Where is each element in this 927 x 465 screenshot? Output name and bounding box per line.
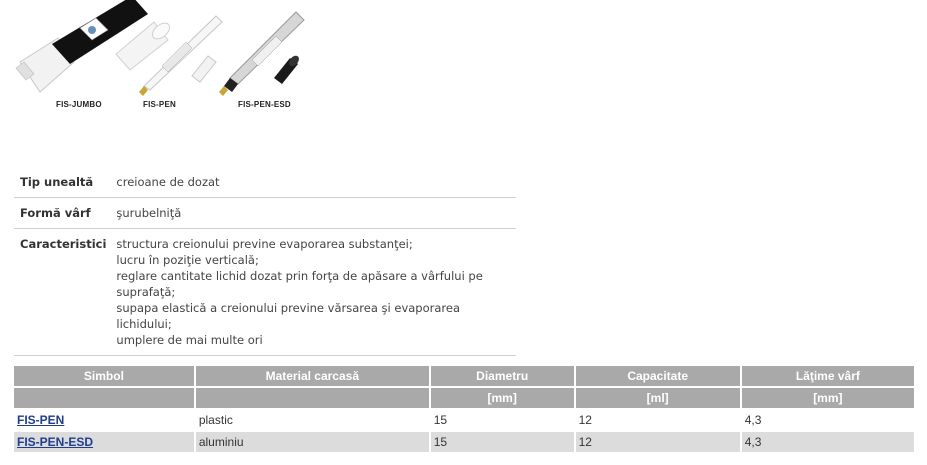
property-value — [112, 229, 516, 356]
cell-diameter: 15 — [431, 410, 574, 432]
fis-pen-cap — [192, 56, 216, 82]
property-value-line: reglare cantitate lichid dozat prin forţa de apăsare a vârfului pe suprafaţă; — [116, 269, 483, 299]
property-label: Formă vârf — [14, 198, 112, 229]
cell-symbol — [14, 432, 194, 454]
unit-capacity: [ml] — [576, 388, 740, 410]
properties-table — [14, 167, 516, 356]
cell-capacity: 12 — [576, 432, 740, 454]
caption-fis-pen-esd: FIS-PEN-ESD — [238, 100, 291, 109]
property-row-tool-type — [14, 167, 516, 198]
product-link-fis-pen-esd[interactable]: FIS-PEN-ESD — [17, 435, 94, 449]
property-value-line: şurubelniţă — [116, 206, 182, 220]
fis-pen-esd-cap — [274, 54, 301, 84]
table-row — [14, 410, 914, 432]
property-value-line: lucru în poziţie verticală; — [116, 253, 259, 267]
column-header-capacity[interactable]: Capacitate — [576, 366, 740, 388]
product-link-fis-pen[interactable]: FIS-PEN — [17, 413, 65, 427]
property-value-line: supapa elastică a creionului previne vărsarea şi evaporarea lichidului; — [116, 301, 461, 331]
property-label: Caracteristici — [14, 229, 112, 356]
fis-pen-esd — [219, 12, 304, 96]
cell-tip-width: 4,3 — [742, 410, 914, 432]
dosing-pens-illustration — [12, 0, 308, 100]
column-header-diameter[interactable]: Diametru — [431, 366, 574, 388]
property-value-line: creioane de dozat — [116, 175, 220, 189]
cell-symbol — [14, 410, 194, 432]
cell-capacity: 12 — [576, 410, 740, 432]
unit-material — [196, 388, 429, 410]
property-label: Tip unealtă — [14, 167, 112, 198]
property-value-line: structura creionului previne evaporarea substanţei; — [116, 237, 413, 251]
cell-material: aluminiu — [196, 432, 429, 454]
variants-table — [12, 366, 916, 454]
property-row-tip-shape — [14, 198, 516, 229]
variants-header-row — [14, 366, 914, 388]
variants-units-row — [14, 388, 914, 410]
cell-diameter: 15 — [431, 432, 574, 454]
product-image — [12, 0, 308, 118]
property-value-line: umplere de mai multe ori — [116, 333, 263, 347]
table-row — [14, 432, 914, 454]
cell-tip-width: 4,3 — [742, 432, 914, 454]
unit-diameter: [mm] — [431, 388, 574, 410]
caption-fis-pen: FIS-PEN — [143, 100, 176, 109]
cell-material: plastic — [196, 410, 429, 432]
unit-symbol — [14, 388, 194, 410]
property-value — [112, 198, 516, 229]
caption-fis-jumbo: FIS-JUMBO — [56, 100, 102, 109]
column-header-symbol[interactable]: Simbol — [14, 366, 194, 388]
property-row-features — [14, 229, 516, 356]
column-header-material[interactable]: Material carcasă — [196, 366, 429, 388]
column-header-tip-width[interactable]: Lăţime vârf — [742, 366, 914, 388]
property-value — [112, 167, 516, 198]
unit-tip-width: [mm] — [742, 388, 914, 410]
